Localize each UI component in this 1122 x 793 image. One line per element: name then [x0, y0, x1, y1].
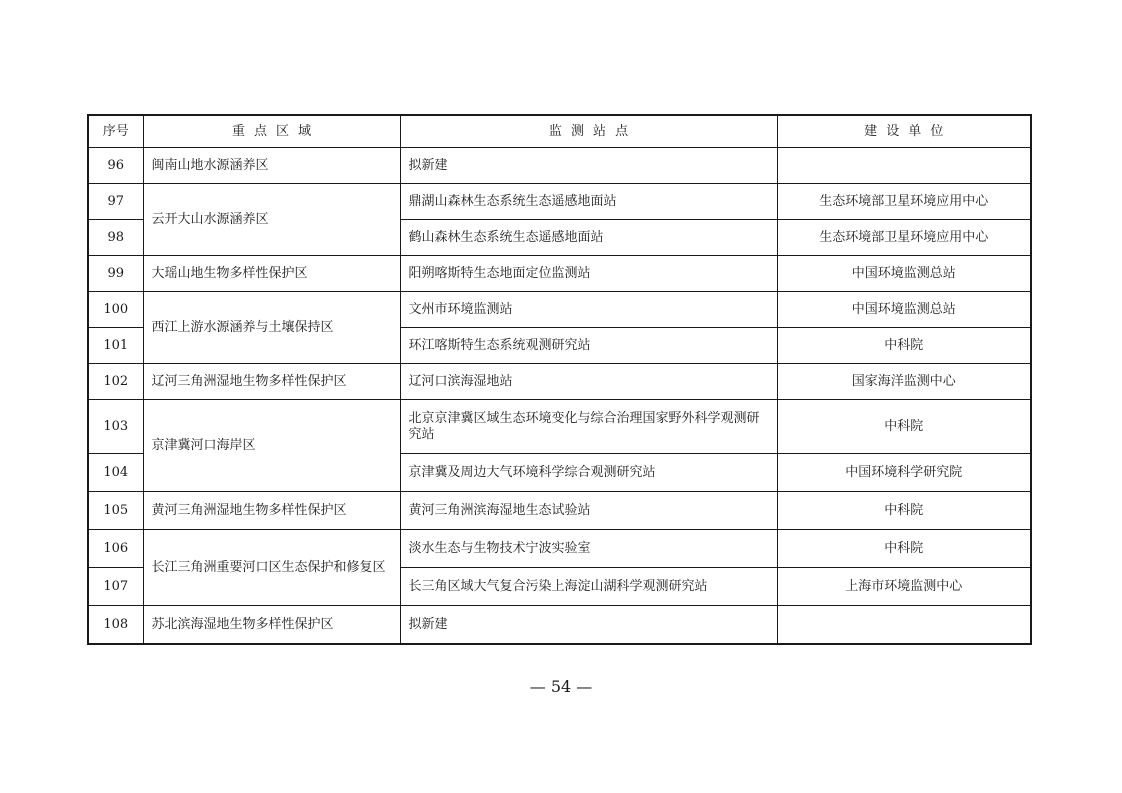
- construction-unit-cell: [777, 606, 1031, 645]
- monitoring-station-cell: 文州市环境监测站: [400, 292, 777, 328]
- key-region-cell: 长江三角洲重要河口区生态保护和修复区: [143, 530, 400, 606]
- monitoring-station-cell: 京津冀及周边大气环境科学综合观测研究站: [400, 454, 777, 492]
- header-key-region: 重点区域: [143, 115, 400, 148]
- construction-unit-cell: 中科院: [777, 492, 1031, 530]
- monitoring-station-cell: 淡水生态与生物技术宁波实验室: [400, 530, 777, 568]
- construction-unit-cell: 中国环境科学研究院: [777, 454, 1031, 492]
- row-number: 97: [88, 184, 143, 220]
- monitoring-station-cell: 拟新建: [400, 148, 777, 184]
- construction-unit-cell: 中科院: [777, 328, 1031, 364]
- header-construction-unit: 建设单位: [777, 115, 1031, 148]
- row-number: 100: [88, 292, 143, 328]
- construction-unit-cell: 生态环境部卫星环境应用中心: [777, 184, 1031, 220]
- page-number: [0, 677, 1122, 696]
- monitoring-station-cell: 拟新建: [400, 606, 777, 645]
- row-number: 106: [88, 530, 143, 568]
- monitoring-station-cell: 环江喀斯特生态系统观测研究站: [400, 328, 777, 364]
- monitoring-station-cell: 北京京津冀区域生态环境变化与综合治理国家野外科学观测研究站: [400, 400, 777, 454]
- table-row: [88, 606, 1031, 645]
- key-region-cell: 黄河三角洲湿地生物多样性保护区: [143, 492, 400, 530]
- table-row: [88, 256, 1031, 292]
- table-row: [88, 148, 1031, 184]
- monitoring-station-cell: 黄河三角洲滨海湿地生态试验站: [400, 492, 777, 530]
- key-region-cell: 京津冀河口海岸区: [143, 400, 400, 492]
- construction-unit-cell: 中科院: [777, 530, 1031, 568]
- key-region-cell: 大瑶山地生物多样性保护区: [143, 256, 400, 292]
- row-number: 105: [88, 492, 143, 530]
- row-number: 104: [88, 454, 143, 492]
- monitoring-station-cell: 鹤山森林生态系统生态遥感地面站: [400, 220, 777, 256]
- row-number: 102: [88, 364, 143, 400]
- key-region-cell: 苏北滨海湿地生物多样性保护区: [143, 606, 400, 645]
- construction-unit-cell: 中科院: [777, 400, 1031, 454]
- monitoring-stations-table: [87, 114, 1032, 645]
- construction-unit-cell: 上海市环境监测中心: [777, 568, 1031, 606]
- row-number: 108: [88, 606, 143, 645]
- key-region-cell: 闽南山地水源涵养区: [143, 148, 400, 184]
- table-row: [88, 364, 1031, 400]
- row-number: 101: [88, 328, 143, 364]
- header-monitoring-station: 监测站点: [400, 115, 777, 148]
- row-number: 98: [88, 220, 143, 256]
- monitoring-station-cell: 鼎湖山森林生态系统生态遥感地面站: [400, 184, 777, 220]
- construction-unit-cell: [777, 148, 1031, 184]
- page-number-text: — 54 —: [529, 677, 593, 696]
- table-row: [88, 400, 1031, 454]
- row-number: 99: [88, 256, 143, 292]
- table-row: [88, 184, 1031, 220]
- monitoring-station-cell: 长三角区域大气复合污染上海淀山湖科学观测研究站: [400, 568, 777, 606]
- key-region-cell: 西江上游水源涵养与土壤保持区: [143, 292, 400, 364]
- key-region-cell: 云开大山水源涵养区: [143, 184, 400, 256]
- construction-unit-cell: 国家海洋监测中心: [777, 364, 1031, 400]
- row-number: 107: [88, 568, 143, 606]
- table-header-row: [88, 115, 1031, 148]
- header-serial-number: 序号: [88, 115, 143, 148]
- construction-unit-cell: 中国环境监测总站: [777, 256, 1031, 292]
- table-row: [88, 292, 1031, 328]
- table-row: [88, 492, 1031, 530]
- monitoring-station-cell: 阳朔喀斯特生态地面定位监测站: [400, 256, 777, 292]
- row-number: 103: [88, 400, 143, 454]
- construction-unit-cell: 中国环境监测总站: [777, 292, 1031, 328]
- monitoring-station-cell: 辽河口滨海湿地站: [400, 364, 777, 400]
- table-row: [88, 530, 1031, 568]
- construction-unit-cell: 生态环境部卫星环境应用中心: [777, 220, 1031, 256]
- row-number: 96: [88, 148, 143, 184]
- key-region-cell: 辽河三角洲湿地生物多样性保护区: [143, 364, 400, 400]
